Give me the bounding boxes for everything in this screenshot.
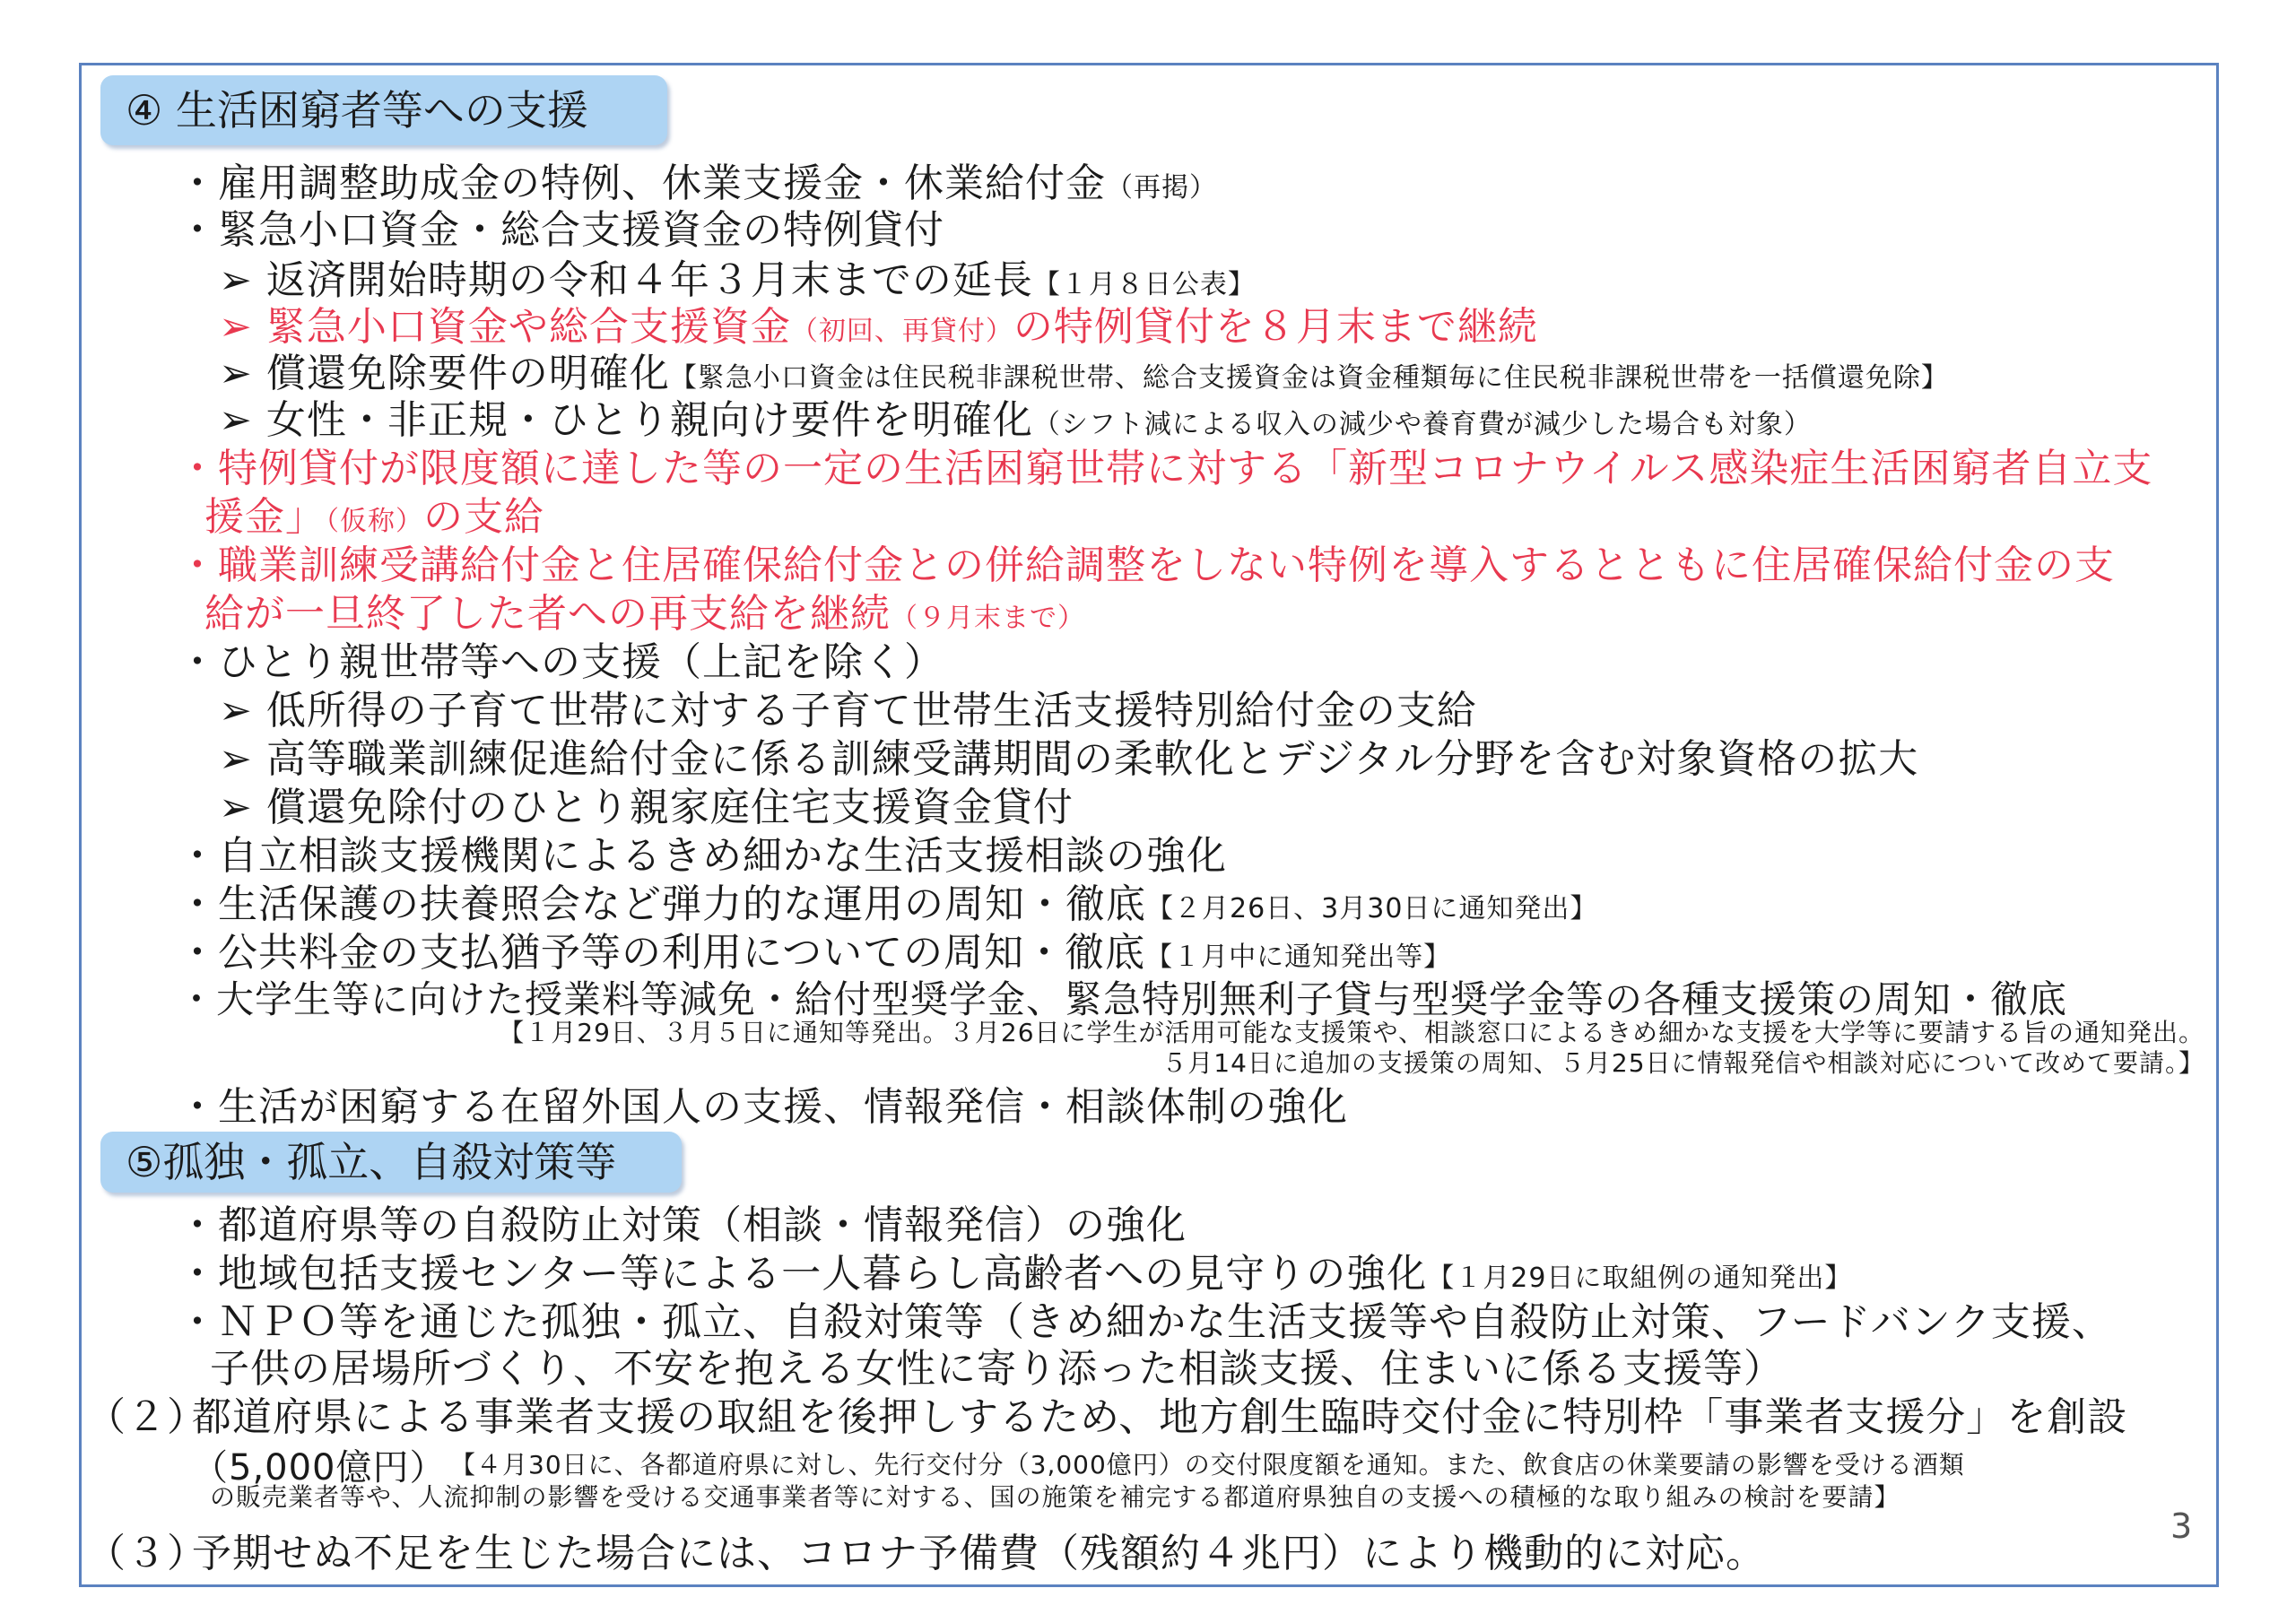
item-2-amount: （5,000億円） <box>192 1447 447 1488</box>
item-2-note-1: 【４月30日に、各都道府県に対し、先行交付分（3,000億円）の交付限度額を通知。また、飲食店の休業要請の影響を受ける酒類 <box>450 1450 1965 1480</box>
bullet-students: ・大学生等に向けた授業料等減免・給付型奨学金、緊急特別無利子貸与型奨学金等の各種支援策の周知・徹底 <box>178 977 2068 1021</box>
page-number: 3 <box>2170 1506 2193 1546</box>
sub-exemption-requirements: ➢ 償還免除要件の明確化【緊急小口資金は住民税非課税世帯、総合支援資金は資金種類毎に住民税非課税世帯を一括償還免除】 <box>219 351 1949 396</box>
sub-women-requirements: ➢ 女性・非正規・ひとり親向け要件を明確化（シフト減による収入の減少や養育費が減少した場合も対象） <box>219 397 1812 443</box>
bullet-independence-support-line2: 援金」（仮称）の支給 <box>204 494 544 540</box>
item-2-label: （２） <box>86 1394 207 1440</box>
sub-repayment-start: ➢ 返済開始時期の令和４年３月末までの延長【１月８日公表】 <box>219 257 1256 303</box>
bullet-consultation: ・自立相談支援機関によるきめ細かな生活支援相談の強化 <box>178 833 1227 879</box>
item-3-text: 予期せぬ不足を生じた場合には、コロナ予備費（残額約４兆円）により機動的に対応。 <box>192 1531 1766 1576</box>
bullet-suicide-prevention: ・都道府県等の自殺防止対策（相談・情報発信）の強化 <box>178 1202 1187 1248</box>
sub-special-loan-extension: ➢ 緊急小口資金や総合支援資金（初回、再貸付）の特例貸付を８月末まで継続 <box>219 304 1538 350</box>
item-2-text: 都道府県による事業者支援の取組を後押しするため、地方創生臨時交付金に特別枠「事業者支援分」を創設 <box>192 1394 2128 1440</box>
sub-housing-loan: ➢ 償還免除付のひとり親家庭住宅支援資金貸付 <box>219 785 1074 830</box>
item-2-note-2: の販売業者等や、人流抑制の影響を受ける交通事業者等に対する、国の施策を補完する都道府県独自の支援への積極的な取り組みの検討を要請】 <box>210 1482 1900 1512</box>
bullet-npo-line1: ・ＮＰＯ等を通じた孤独・孤立、自殺対策等（きめ細かな生活支援等や自殺防止対策、フードバンク支援、 <box>178 1299 2112 1345</box>
students-note-2: ５月14日に追加の支援策の周知、５月25日に情報発信や相談対応について改めて要請。】 <box>1161 1048 2205 1078</box>
bullet-vocational-training-line1: ・職業訓練受講給付金と住居確保給付金との併給調整をしない特例を導入するとともに住居確保給付金の支 <box>178 542 2115 588</box>
bullet-elderly-watch: ・地域包括支援センター等による一人暮らし高齢者への見守りの強化【１月29日に取組例の通知発出】 <box>178 1251 1853 1297</box>
bullet-single-parent: ・ひとり親世帯等への支援（上記を除く） <box>178 639 944 685</box>
bullet-utility-fees: ・公共料金の支払猶予等の利用についての周知・徹底【１月中に通知発出等】 <box>178 930 1452 976</box>
bullet-employment-subsidy: ・雇用調整助成金の特例、休業支援金・休業給付金（再掲） <box>178 161 1217 206</box>
section-5-header: ⑤孤独・孤立、自殺対策等 <box>100 1132 682 1193</box>
bullet-emergency-loan: ・緊急小口資金・総合支援資金の特例貸付 <box>178 207 944 253</box>
bullet-foreign-residents: ・生活が困窮する在留外国人の支援、情報発信・相談体制の強化 <box>178 1084 1348 1130</box>
item-3-label: （３） <box>86 1531 207 1576</box>
students-note-1: 【１月29日、３月５日に通知等発出。３月26日に学生が活用可能な支援策や、相談窓口によるきめ細かな支援を大学等に要請する旨の通知発出。 <box>499 1018 2205 1047</box>
sub-training-benefit: ➢ 高等職業訓練促進給付金に係る訓練受講期間の柔軟化とデジタル分野を含む対象資格の拡大 <box>219 736 1919 782</box>
bullet-npo-line2: 子供の居場所づくり、不安を抱える女性に寄り添った相談支援、住まいに係る支援等） <box>210 1346 1784 1392</box>
bullet-vocational-training-line2: 給が一旦終了した者への再支給を継続（９月末まで） <box>204 591 1085 637</box>
section-4-header: ④ 生活困窮者等への支援 <box>100 75 667 145</box>
bullet-welfare: ・生活保護の扶養照会など弾力的な運用の周知・徹底【２月26日、3月30日に通知発出】 <box>178 881 1598 927</box>
bullet-independence-support-line1: ・特例貸付が限度額に達した等の一定の生活困窮世帯に対する「新型コロナウイルス感染症生活困窮者自立支 <box>178 446 2153 491</box>
sub-childcare-benefit: ➢ 低所得の子育て世帯に対する子育て世帯生活支援特別給付金の支給 <box>219 688 1477 733</box>
